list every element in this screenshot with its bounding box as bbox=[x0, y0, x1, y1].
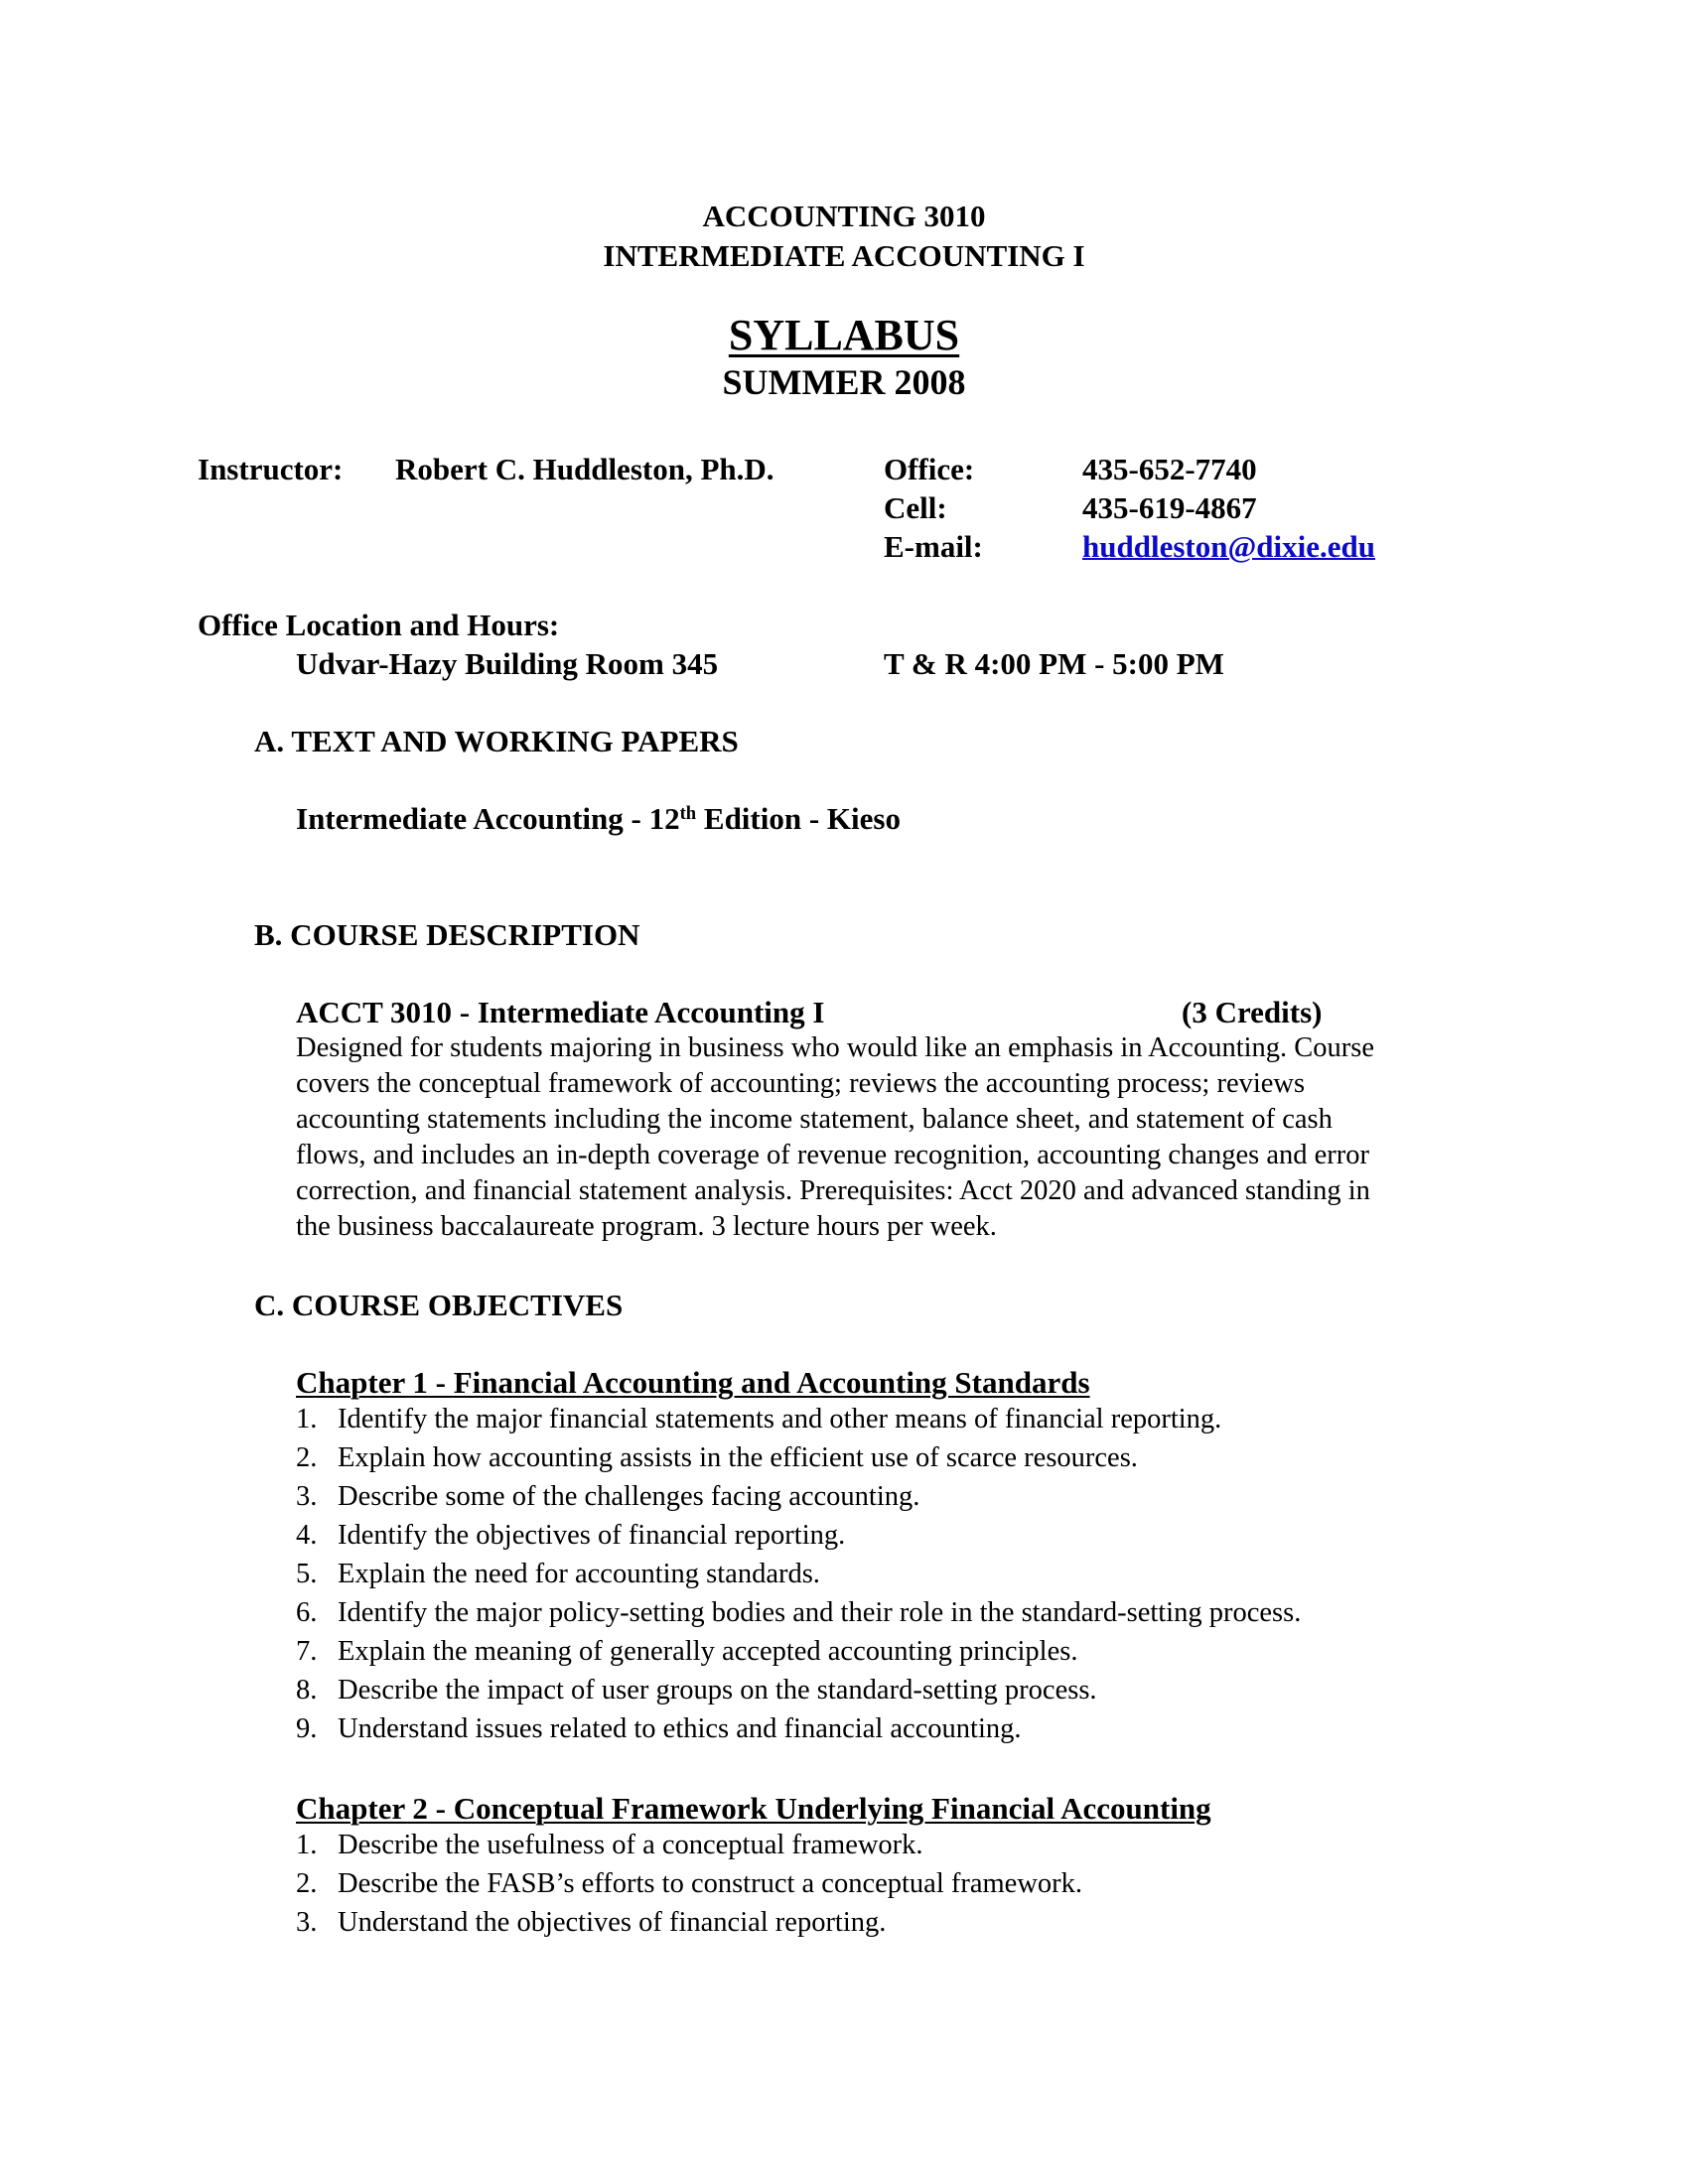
objective-number: 9. bbox=[296, 1713, 318, 1744]
instructor-label: Instructor: bbox=[198, 452, 344, 486]
objective-item bbox=[296, 1481, 919, 1513]
chapter-1-title: Chapter 1 - Financial Accounting and Accounting Standards bbox=[296, 1365, 1090, 1400]
email-link[interactable]: huddleston@dixie.edu bbox=[1082, 529, 1376, 564]
objective-text: Describe the impact of user groups on the standard-setting process. bbox=[338, 1675, 1097, 1706]
cell-phone: 435-619-4867 bbox=[1082, 490, 1257, 525]
instructor-name: Robert C. Huddleston, Ph.D. bbox=[395, 452, 774, 486]
description-line: the business baccalaureate program. 3 lecture hours per week. bbox=[296, 1211, 997, 1242]
objective-item bbox=[296, 1404, 1221, 1435]
objective-item bbox=[296, 1636, 1077, 1668]
objective-number: 4. bbox=[296, 1520, 318, 1551]
description-line: flows, and includes an in-depth coverage of revenue recognition, accounting changes and error bbox=[296, 1140, 1369, 1170]
course-name: INTERMEDIATE ACCOUNTING I bbox=[603, 238, 1085, 273]
term: SUMMER 2008 bbox=[722, 362, 966, 402]
objective-number: 5. bbox=[296, 1559, 318, 1589]
objective-number: 3. bbox=[296, 1481, 318, 1512]
objective-text: Identify the major policy-setting bodies and their role in the standard-setting process. bbox=[338, 1597, 1302, 1628]
textbook-title-rest: Edition - Kieso bbox=[696, 801, 901, 836]
description-line: Designed for students majoring in business who would like an emphasis in Accounting. Course bbox=[296, 1032, 1375, 1063]
office-hours: T & R 4:00 PM - 5:00 PM bbox=[884, 646, 1224, 681]
objective-text: Explain the meaning of generally accepted accounting principles. bbox=[338, 1636, 1078, 1667]
objective-item bbox=[296, 1559, 820, 1590]
objective-number: 1. bbox=[296, 1404, 318, 1434]
objective-text: Explain how accounting assists in the efficient use of scarce resources. bbox=[338, 1442, 1138, 1473]
section-c-heading: C. COURSE OBJECTIVES bbox=[254, 1288, 624, 1322]
objective-number: 2. bbox=[296, 1442, 318, 1473]
objective-text: Identify the objectives of financial reporting. bbox=[338, 1520, 846, 1551]
email-label: E-mail: bbox=[884, 529, 983, 564]
textbook-title-main: Intermediate Accounting - 12 bbox=[296, 801, 680, 836]
objective-item bbox=[296, 1675, 1097, 1706]
objective-text: Identify the major financial statements and other means of financial reporting. bbox=[338, 1404, 1222, 1434]
objective-number: 2. bbox=[296, 1868, 318, 1899]
office-label: Office: bbox=[884, 452, 975, 486]
cell-label: Cell: bbox=[884, 490, 947, 525]
objective-text: Explain the need for accounting standards. bbox=[338, 1559, 820, 1589]
objective-number: 7. bbox=[296, 1636, 318, 1667]
objective-item bbox=[296, 1830, 923, 1861]
objective-number: 6. bbox=[296, 1597, 318, 1628]
objective-text: Describe some of the challenges facing accounting. bbox=[338, 1481, 920, 1512]
course-code: ACCOUNTING 3010 bbox=[702, 199, 986, 233]
doc-title: SYLLABUS bbox=[728, 311, 960, 359]
description-line: correction, and financial statement analysis. Prerequisites: Acct 2020 and advanced standing in bbox=[296, 1175, 1370, 1206]
description-line: accounting statements including the income statement, balance sheet, and statement of cash bbox=[296, 1104, 1333, 1135]
course-title: ACCT 3010 - Intermediate Accounting I bbox=[296, 995, 825, 1029]
chapter-2-title: Chapter 2 - Conceptual Framework Underlying Financial Accounting bbox=[296, 1791, 1211, 1826]
description-line: covers the conceptual framework of accounting; reviews the accounting process; reviews bbox=[296, 1068, 1306, 1099]
office-location: Udvar-Hazy Building Room 345 bbox=[296, 646, 719, 681]
objective-item bbox=[296, 1713, 1022, 1745]
objective-item bbox=[296, 1868, 1082, 1900]
textbook-edition-suffix: th bbox=[679, 802, 697, 824]
section-a-heading: A. TEXT AND WORKING PAPERS bbox=[254, 724, 739, 758]
course-credits: (3 Credits) bbox=[1182, 995, 1323, 1029]
objective-text: Understand issues related to ethics and financial accounting. bbox=[338, 1713, 1022, 1744]
objective-number: 3. bbox=[296, 1907, 318, 1938]
objective-text: Describe the FASB’s efforts to construct a conceptual framework. bbox=[338, 1868, 1083, 1899]
objective-text: Describe the usefulness of a conceptual framework. bbox=[338, 1830, 923, 1860]
objective-item bbox=[296, 1907, 886, 1939]
objective-number: 1. bbox=[296, 1830, 318, 1860]
objective-item bbox=[296, 1442, 1138, 1474]
office-phone: 435-652-7740 bbox=[1082, 452, 1257, 486]
textbook-title bbox=[296, 801, 901, 837]
objective-number: 8. bbox=[296, 1675, 318, 1706]
office-hours-label: Office Location and Hours: bbox=[198, 608, 560, 642]
section-b-heading: B. COURSE DESCRIPTION bbox=[254, 917, 640, 952]
objective-item bbox=[296, 1520, 845, 1552]
objective-item bbox=[296, 1597, 1301, 1629]
objective-text: Understand the objectives of financial reporting. bbox=[338, 1907, 887, 1938]
